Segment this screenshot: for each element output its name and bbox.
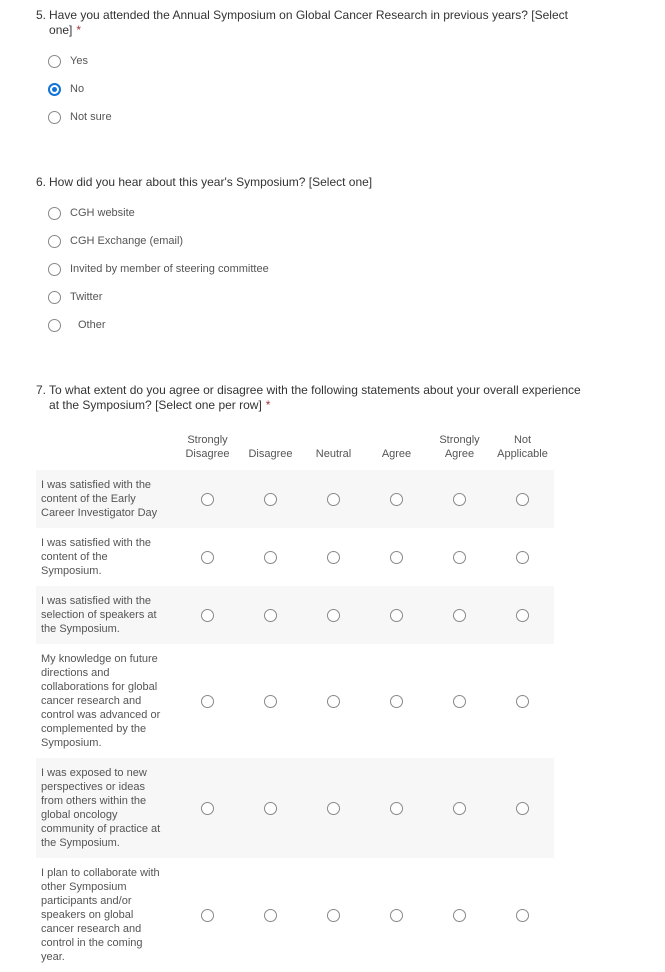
question-6-options bbox=[48, 199, 635, 339]
question-7-title bbox=[36, 383, 588, 413]
matrix-radio-cell[interactable] bbox=[176, 586, 239, 644]
matrix-column-header: Strongly Agree bbox=[439, 434, 480, 460]
radio-icon[interactable] bbox=[327, 802, 340, 815]
option-label: Not sure bbox=[70, 111, 112, 123]
radio-icon[interactable] bbox=[390, 551, 403, 564]
matrix-row-label: I was satisfied with the selection of speakers at the Symposium. bbox=[41, 595, 157, 635]
option-label: Other bbox=[78, 319, 106, 331]
required-asterisk: * bbox=[76, 23, 82, 37]
required-asterisk: * bbox=[265, 398, 271, 412]
radio-icon[interactable] bbox=[48, 235, 61, 248]
matrix-row bbox=[36, 644, 554, 758]
question-title-text: How did you hear about this year's Symposium? [Select one] bbox=[49, 175, 373, 189]
question-6 bbox=[36, 175, 635, 339]
radio-icon[interactable] bbox=[264, 551, 277, 564]
question-number: 5. bbox=[36, 8, 47, 22]
matrix-row bbox=[36, 470, 554, 528]
radio-icon[interactable] bbox=[48, 55, 61, 68]
matrix-radio-cell[interactable] bbox=[302, 586, 365, 644]
matrix-radio-cell[interactable] bbox=[365, 528, 428, 586]
matrix-row bbox=[36, 858, 554, 972]
matrix-radio-cell[interactable] bbox=[428, 470, 491, 528]
radio-icon[interactable] bbox=[516, 909, 529, 922]
question-7 bbox=[36, 383, 635, 972]
question-title-text: To what extent do you agree or disagree with the following statements about your overall experience at the Symposium? [Select one per row] bbox=[49, 383, 581, 412]
matrix-radio-cell[interactable] bbox=[176, 470, 239, 528]
question-number: 7. bbox=[36, 383, 47, 397]
radio-icon[interactable] bbox=[264, 695, 277, 708]
radio-icon[interactable] bbox=[264, 802, 277, 815]
option-label: CGH website bbox=[70, 207, 135, 219]
radio-icon[interactable] bbox=[327, 909, 340, 922]
radio-icon[interactable] bbox=[48, 263, 61, 276]
matrix-radio-cell[interactable] bbox=[365, 470, 428, 528]
radio-icon[interactable] bbox=[48, 319, 61, 332]
radio-icon[interactable] bbox=[327, 695, 340, 708]
radio-option[interactable] bbox=[48, 283, 635, 311]
matrix-radio-cell[interactable] bbox=[491, 858, 554, 972]
matrix-radio-cell[interactable] bbox=[176, 528, 239, 586]
radio-icon[interactable] bbox=[516, 493, 529, 506]
matrix-radio-cell[interactable] bbox=[176, 858, 239, 972]
radio-icon[interactable] bbox=[390, 802, 403, 815]
question-title-text: Have you attended the Annual Symposium on Global Cancer Research in previous years? [Select one] bbox=[49, 8, 568, 37]
matrix-row-label: I was exposed to new perspectives or ideas from others within the global oncology community of practice at the Symposium. bbox=[41, 767, 161, 849]
matrix-column-header: Agree bbox=[381, 448, 412, 460]
matrix-body bbox=[36, 470, 554, 972]
radio-icon[interactable] bbox=[453, 551, 466, 564]
matrix-radio-cell[interactable] bbox=[365, 586, 428, 644]
matrix-radio-cell[interactable] bbox=[491, 586, 554, 644]
option-label: Invited by member of steering committee bbox=[70, 263, 269, 275]
matrix-radio-cell[interactable] bbox=[176, 758, 239, 858]
matrix-radio-cell[interactable] bbox=[176, 644, 239, 758]
matrix-radio-cell[interactable] bbox=[491, 758, 554, 858]
matrix-column-header: Strongly Disagree bbox=[185, 434, 230, 460]
radio-icon[interactable] bbox=[48, 111, 61, 124]
question-6-title bbox=[36, 175, 588, 190]
radio-selected-icon[interactable] bbox=[48, 83, 61, 96]
radio-icon[interactable] bbox=[327, 493, 340, 506]
matrix-radio-cell[interactable] bbox=[365, 858, 428, 972]
matrix-radio-cell[interactable] bbox=[239, 858, 302, 972]
radio-icon[interactable] bbox=[48, 207, 61, 220]
matrix-table bbox=[36, 433, 554, 972]
matrix-radio-cell[interactable] bbox=[365, 758, 428, 858]
matrix-radio-cell[interactable] bbox=[491, 528, 554, 586]
radio-icon[interactable] bbox=[201, 802, 214, 815]
radio-icon[interactable] bbox=[201, 695, 214, 708]
radio-icon[interactable] bbox=[453, 493, 466, 506]
radio-icon[interactable] bbox=[453, 609, 466, 622]
matrix-row bbox=[36, 586, 554, 644]
option-label: No bbox=[70, 83, 85, 95]
matrix-column-header: Neutral bbox=[315, 448, 352, 460]
radio-icon[interactable] bbox=[516, 802, 529, 815]
radio-option[interactable] bbox=[48, 227, 635, 255]
radio-icon[interactable] bbox=[48, 291, 61, 304]
radio-icon[interactable] bbox=[327, 609, 340, 622]
matrix-row-label: My knowledge on future directions and collaborations for global cancer research and control was advanced or complemented by the Symposium. bbox=[41, 653, 161, 749]
radio-icon[interactable] bbox=[201, 909, 214, 922]
matrix-radio-cell[interactable] bbox=[491, 470, 554, 528]
radio-option[interactable] bbox=[48, 47, 635, 75]
matrix-radio-cell[interactable] bbox=[302, 758, 365, 858]
matrix-corner-spacer bbox=[36, 433, 176, 470]
radio-option[interactable] bbox=[48, 75, 635, 103]
matrix-row-label: I was satisfied with the content of the Symposium. bbox=[41, 537, 152, 577]
matrix-radio-cell[interactable] bbox=[428, 858, 491, 972]
matrix-radio-cell[interactable] bbox=[428, 758, 491, 858]
matrix-row bbox=[36, 528, 554, 586]
radio-option[interactable] bbox=[48, 103, 635, 131]
matrix-radio-cell[interactable] bbox=[365, 644, 428, 758]
matrix-radio-cell[interactable] bbox=[239, 758, 302, 858]
radio-icon[interactable] bbox=[516, 695, 529, 708]
option-label: CGH Exchange (email) bbox=[70, 235, 184, 247]
matrix-row-label: I plan to collaborate with other Symposium participants and/or speakers on global cancer research and control in the coming year. bbox=[41, 867, 160, 963]
matrix-radio-cell[interactable] bbox=[239, 528, 302, 586]
question-5 bbox=[36, 8, 635, 131]
radio-icon[interactable] bbox=[453, 695, 466, 708]
matrix-radio-cell[interactable] bbox=[239, 586, 302, 644]
matrix-column-header: Not Applicable bbox=[497, 434, 548, 460]
matrix-row bbox=[36, 758, 554, 858]
radio-icon[interactable] bbox=[390, 493, 403, 506]
radio-icon[interactable] bbox=[201, 493, 214, 506]
radio-option[interactable] bbox=[48, 311, 635, 339]
matrix-radio-cell[interactable] bbox=[302, 470, 365, 528]
radio-icon[interactable] bbox=[453, 802, 466, 815]
radio-icon[interactable] bbox=[201, 609, 214, 622]
matrix-radio-cell[interactable] bbox=[428, 644, 491, 758]
radio-icon[interactable] bbox=[390, 909, 403, 922]
matrix-radio-cell[interactable] bbox=[491, 644, 554, 758]
radio-icon[interactable] bbox=[516, 551, 529, 564]
matrix-radio-cell[interactable] bbox=[302, 528, 365, 586]
radio-icon[interactable] bbox=[390, 695, 403, 708]
radio-icon[interactable] bbox=[264, 493, 277, 506]
matrix-radio-cell[interactable] bbox=[428, 528, 491, 586]
radio-icon[interactable] bbox=[264, 609, 277, 622]
matrix-column-header: Disagree bbox=[248, 448, 293, 460]
question-number: 6. bbox=[36, 175, 47, 189]
option-label: Twitter bbox=[70, 291, 103, 303]
matrix-radio-cell[interactable] bbox=[302, 644, 365, 758]
radio-icon[interactable] bbox=[264, 909, 277, 922]
option-label: Yes bbox=[70, 55, 88, 67]
radio-option[interactable] bbox=[48, 255, 635, 283]
radio-icon[interactable] bbox=[390, 609, 403, 622]
radio-option[interactable] bbox=[48, 199, 635, 227]
matrix-radio-cell[interactable] bbox=[302, 858, 365, 972]
radio-icon[interactable] bbox=[327, 551, 340, 564]
matrix-header-row bbox=[36, 433, 554, 470]
matrix-radio-cell[interactable] bbox=[428, 586, 491, 644]
matrix-radio-cell[interactable] bbox=[239, 644, 302, 758]
radio-icon[interactable] bbox=[453, 909, 466, 922]
question-5-options bbox=[48, 47, 635, 131]
matrix-radio-cell[interactable] bbox=[239, 470, 302, 528]
radio-icon[interactable] bbox=[516, 609, 529, 622]
matrix-row-label: I was satisfied with the content of the Early Career Investigator Day bbox=[41, 479, 158, 519]
question-5-title bbox=[36, 8, 588, 38]
radio-icon[interactable] bbox=[201, 551, 214, 564]
